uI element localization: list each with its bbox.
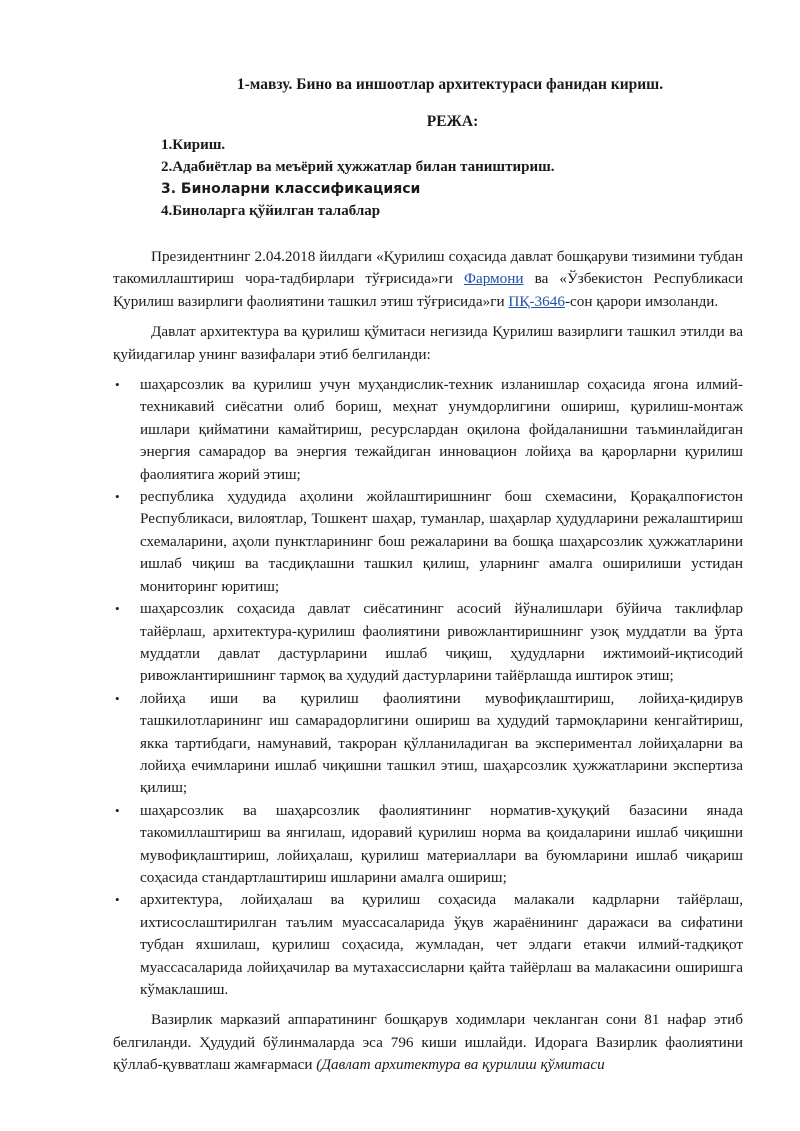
decree-link[interactable]: Фармони: [463, 270, 524, 288]
paragraph-italic-text: (Давлат архитектура ва қурилиш қўмитаси: [316, 1056, 605, 1074]
plan-heading: РЕЖА:: [426, 113, 479, 130]
bullet-icon: •: [115, 601, 120, 617]
tasks-list: [113, 374, 743, 1001]
plan-list: [161, 134, 555, 222]
plan-item: 3. Биноларни классификацияси: [161, 181, 421, 197]
paragraph-decree: [113, 246, 743, 313]
list-item-text: шаҳарсозлик соҳасида давлат сиёсатининг асосий йўналишлари бўйича таклифлар тайёрлаш, архитектура-қурилиш фаолиятини ривожлантиришнинг узоқ муддатли ва ўрта муддатли давлат дастурларини ишлаб чиқиш, ҳудудларни ижтимоий-иқтисодий ривожлантиришнинг тармоқ ва ҳудудий дастурларини тайёрлашда иштирок этиш;: [140, 600, 743, 685]
list-item: [113, 889, 743, 1001]
list-item: [113, 800, 743, 890]
bullet-icon: •: [115, 377, 120, 393]
bullet-icon: •: [115, 690, 120, 706]
plan-item: 4.Биноларга қўйилган талаблар: [161, 203, 381, 219]
paragraph-staff: [113, 1009, 743, 1076]
list-item-text: архитектура, лойиҳалаш ва қурилиш соҳасида малакали кадрларни тайёрлаш, ихтисослаштирилган таълим муассасаларида ўқув жараёнининг даражаси ва сифатини тубдан яхшилаш, қурилиш соҳасида, жумладан, чет элдаги етакчи илмий-тадқиқот муассасаларида лойиҳачилар ва мутахассисларни қайта тайёрлаш ва малакасини оширишга кўмаклашиш.: [140, 891, 743, 998]
paragraph-text: Президентнинг 2.04.2018 йилдаги «Қурилиш соҳасида давлат бошқаруви тизимини тубдан такомиллаштириш чора-тадбирлари тўғрисида»ги: [113, 248, 743, 288]
bullet-icon: •: [115, 489, 120, 505]
page-title: 1-мавзу. Бино ва иншоотлар архитектураси фанидан кириш.: [236, 76, 664, 93]
bullet-icon: •: [115, 892, 120, 908]
plan-item: 1.Кириш.: [161, 137, 226, 153]
list-item-text: шаҳарсозлик ва шаҳарсозлик фаолиятининг норматив-ҳуқуқий базасини янада такомиллаштириш ва янгилаш, идоравий қурилиш норма ва қоидаларини ишлаб чиқишни мувофиқлаштириш, лойиҳалаш, қурилиш материаллари ва буюмларини ишлаб чиқариш соҳасида стандартлаштириш ишларини амалга ошириш;: [140, 801, 743, 886]
document-body: [113, 246, 743, 1085]
list-item: [113, 688, 743, 800]
list-item-text: республика ҳудудида аҳолини жойлаштиришнинг бош схемасини, Қорақалпоғистон Республикаси, вилоятлар, Тошкент шаҳар, туманлар, шаҳарлар ҳудудларини режалаштириш схемаларини, аҳоли пунктларининг бош режаларини ва бошқа шаҳарсозлик ҳужжатларини ишлаб чиқиш ва тасдиқлашни ташкил қилиш, уларнинг амалга оширилиши устидан мониторинг юритиш;: [140, 488, 743, 595]
plan-item: 2.Адабиётлар ва меъёрий ҳужжатлар билан таништириш.: [161, 159, 555, 175]
paragraph-text: -сон қарори имзоланди.: [564, 292, 719, 310]
resolution-link[interactable]: ПҚ-3646: [508, 292, 565, 310]
paragraph-ministry: Давлат архитектура ва қурилиш қўмитаси негизида Қурилиш вазирлиги ташкил этилди ва қуйидагилар унинг вазифалари этиб белгиланди:: [113, 323, 743, 363]
list-item: [113, 598, 743, 688]
list-item-text: лойиҳа иши ва қурилиш фаолиятини мувофиқлаштириш, лойиҳа-қидирув ташкилотларининг иш самарадорлигини ошириш ва ҳудудий тармоқларини кенгайтириш, якка тартибдаги, намунавий, такроран қўлланиладиган ва экспериментал лойиҳаларни ва лойиҳа ечимларини ишлаб чиқишни ташкил этиш, шаҳарсозлик ҳужжатларини экспертиза қилиш;: [140, 689, 743, 797]
list-item: [113, 374, 743, 486]
list-item-text: шаҳарсозлик ва қурилиш учун муҳандислик-техник изланишлар соҳасида ягона илмий-техникавий сиёсатни олиб бориш, меҳнат унумдорлигини ошириш, қурилиш-монтаж ишлари қийматини камайтириш, ресурслардан оқилона фойдаланишни таъминлайдиган энергия самарадор ва энергия тежайдиган инновацион лойиҳа ва қарорларни қурилиш фаолиятига жорий этиш;: [140, 376, 743, 483]
list-item: [113, 486, 743, 598]
bullet-icon: •: [115, 802, 120, 818]
paragraph-text: ва «Ўзбекистон Республикаси Қурилиш вазирлиги фаолиятини ташкил этиш тўғрисида»ги: [113, 270, 743, 310]
paragraph-text: Вазирлик марказий аппаратининг бошқарув ходимлари чекланган сони 81 нафар этиб белгиланди. Ҳудудий бўлинмаларда эса 796 киши ишлайди. Идорага Вазирлик фаолиятини қўллаб-қувватлаш жамғармаси: [113, 1011, 743, 1074]
